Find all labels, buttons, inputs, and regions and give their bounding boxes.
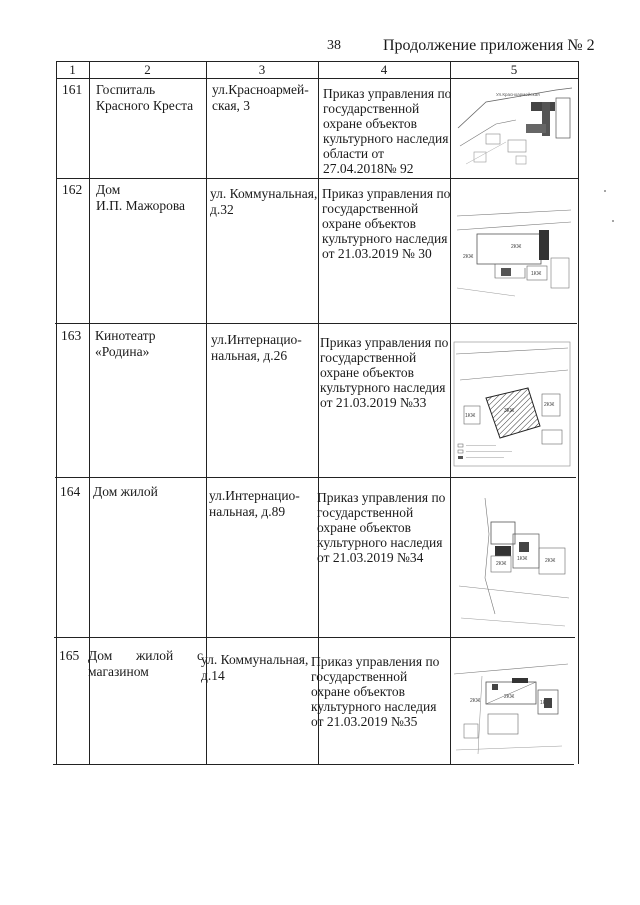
building-label: 2КЖ xyxy=(463,254,474,260)
object-name: Госпиталь Красного Креста xyxy=(96,82,194,113)
row-number: 162 xyxy=(62,182,83,197)
street-label: Ул.Красноармейская xyxy=(496,92,540,97)
protection-order: Приказ управления по государственной охране объектов культурного наследия от 21.03.2019 №35 xyxy=(311,654,440,729)
column-header-1: 1 xyxy=(69,62,76,77)
object-address: ул. Коммунальная, д.14 xyxy=(201,652,309,683)
column-border-left xyxy=(56,61,57,764)
site-plan-map xyxy=(455,494,573,628)
column-header-3: 3 xyxy=(258,62,266,77)
object-name: Дом И.П. Мажорова xyxy=(96,182,186,213)
building-label: 2КЖ xyxy=(544,402,555,408)
building-label: 3КЖ xyxy=(504,408,515,414)
protection-order: Приказ управления по государственной охране объектов культурного наследия от 21.03.2019 № 30 xyxy=(322,186,451,261)
row-divider-161 xyxy=(56,178,578,179)
site-plan-map xyxy=(456,84,574,172)
object-name: Кинотеатр «Родина» xyxy=(95,328,156,359)
continuation-heading: Продолжение приложения № 2 xyxy=(383,37,595,54)
protection-order: Приказ управления по государственной охране объектов культурного наследия области от 27.04.2018№ 92 xyxy=(323,86,452,176)
object-name: Дом жилой с магазином xyxy=(88,648,203,679)
column-header-2: 2 xyxy=(144,62,151,77)
building-label: 2КЖ xyxy=(545,558,556,564)
site-plan-map xyxy=(452,340,572,468)
protection-order: Приказ управления по государственной охране объектов культурного наследия от 21.03.2019 №33 xyxy=(320,335,449,410)
building-label: 1КЖ xyxy=(517,556,528,562)
scan-speck xyxy=(612,220,614,222)
page-number: 38 xyxy=(327,38,341,53)
object-name: Дом жилой xyxy=(93,484,158,499)
building-label: 2КЖ xyxy=(504,694,515,700)
column-header-4: 4 xyxy=(380,62,388,77)
object-name-line-1: Дом жилой с xyxy=(88,648,203,663)
object-address: ул.Интернацио- нальная, д.89 xyxy=(209,488,300,519)
site-plan-map xyxy=(452,654,570,758)
scan-speck xyxy=(604,190,606,192)
object-address: ул. Коммунальная, д.32 xyxy=(210,186,318,217)
site-plan-map xyxy=(455,208,573,298)
table-bottom-border xyxy=(53,764,574,765)
building-label: 1КЖ xyxy=(465,413,476,419)
protection-order: Приказ управления по государственной охране объектов культурного наследия от 21.03.2019 №34 xyxy=(317,490,446,565)
row-number: 164 xyxy=(60,484,81,499)
row-number: 161 xyxy=(62,82,83,97)
row-divider-164 xyxy=(54,637,575,638)
object-address: ул.Красноармей- ская, 3 xyxy=(212,82,309,113)
row-divider-162 xyxy=(55,323,577,324)
building-label: 2КЖ xyxy=(470,698,481,704)
building-label: 2КЖ xyxy=(511,244,522,250)
column-header-5: 5 xyxy=(510,62,518,77)
row-number: 163 xyxy=(61,328,82,343)
row-divider-163 xyxy=(55,477,576,478)
building-label: 1КЖ xyxy=(531,271,542,277)
row-number: 165 xyxy=(59,648,80,663)
building-label: 1КЖ xyxy=(540,700,551,706)
object-address: ул.Интернацио- нальная, д.26 xyxy=(211,332,302,363)
building-label: 2КЖ xyxy=(496,561,507,567)
column-border-right xyxy=(578,61,579,764)
